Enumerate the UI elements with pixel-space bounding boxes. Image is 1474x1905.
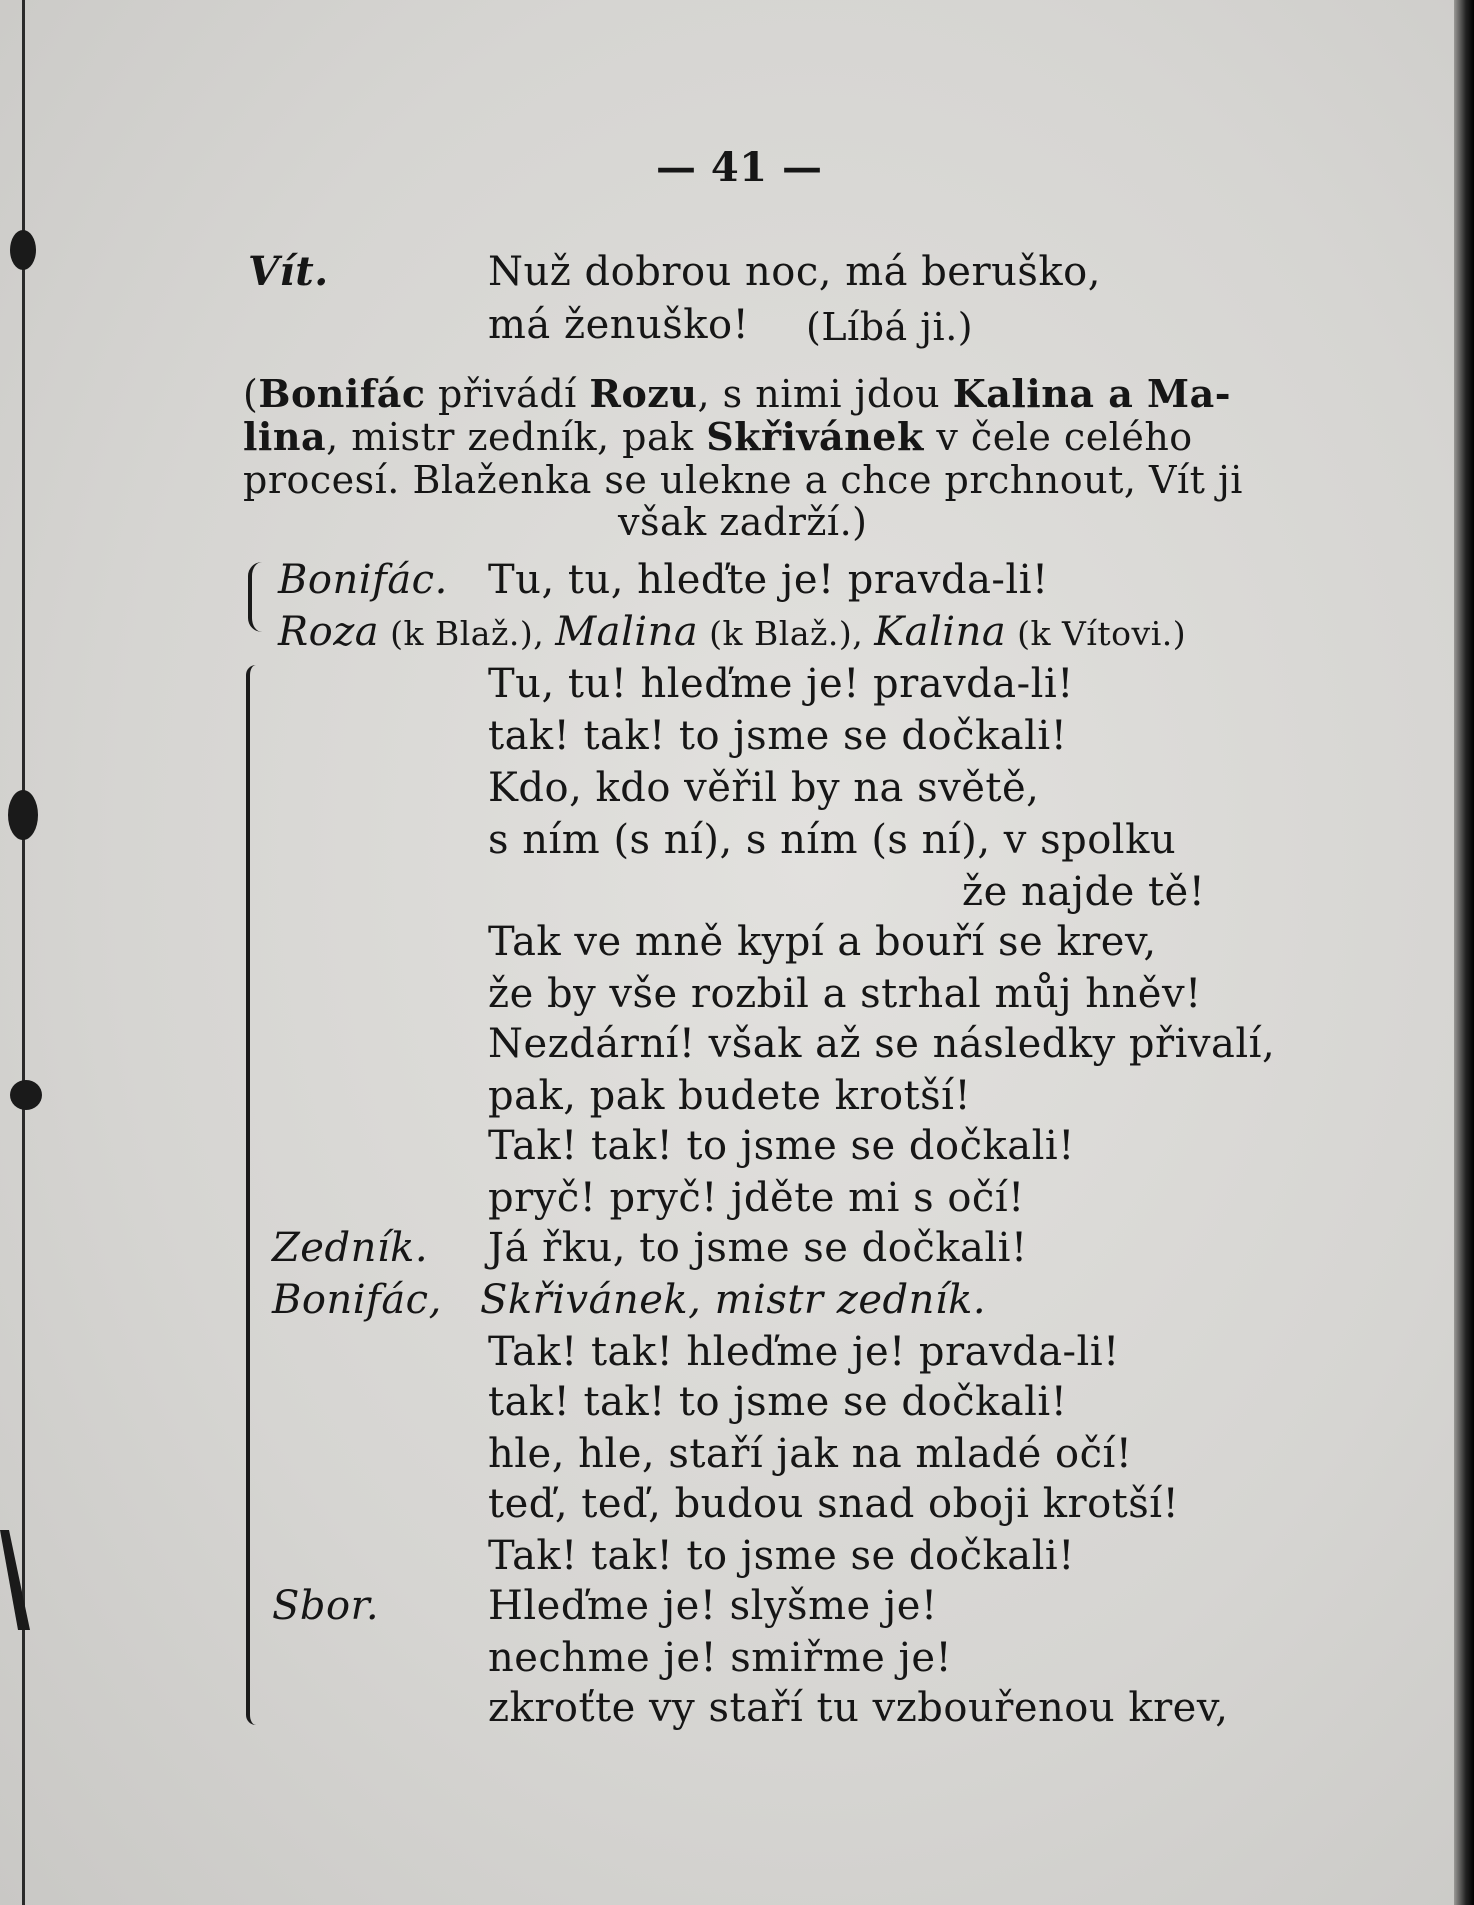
speaker-brace [248,562,266,632]
speaker-group-line: Roza (k Blaž.), Malina (k Blaž.), Kalina (k Vítovi.) [278,609,1187,655]
ensemble-brace [246,665,264,1725]
binding-mark [8,790,38,840]
speaker-roza: Roza [278,609,380,655]
lyric-line: pryč! pryč! jděte mi s očí! [488,1175,1025,1221]
lyric-line: Kdo, kdo věřil by na světě, [488,765,1040,811]
lyric-line: Tak! tak! to jsme se dočkali! [488,1123,1075,1169]
lyric-line: teď, teď, budou snad oboji krotší! [488,1481,1180,1527]
name-bonifac: Bonifác [258,371,426,416]
stage-note: (Líbá ji.) [806,305,974,349]
binding-mark [0,1530,30,1630]
lyric-line: s ním (s ní), s ním (s ní), v spolku [488,817,1177,863]
lyric-line: tak! tak! to jsme se dočkali! [488,713,1068,759]
speaker-vit: Vít. [248,248,329,295]
lyric-line: pak, pak budete krotší! [488,1073,972,1119]
stage-direction-line: procesí. Blaženka se ulekne a chce prchnout, Vít ji [243,458,1243,502]
binding-mark [10,230,36,270]
page-edge-shadow [1454,0,1474,1905]
lyric-line: že najde tě! [962,869,1206,915]
binding-mark [10,1080,42,1110]
lyric-line: Já řku, to jsme se dočkali! [488,1225,1028,1271]
page-number: — 41 — [656,144,823,191]
speaker-zednik: Zedník. [272,1225,429,1271]
speaker-bonifac: Bonifác, [272,1277,442,1323]
lyric-line: Nuž dobrou noc, má beruško, [488,249,1101,295]
name-skrivanek: Skřivánek [706,414,924,459]
lyric-line: zkroťte vy staří tu vzbouřenou krev, [488,1685,1229,1731]
lyric-line: hle, hle, staří jak na mladé očí! [488,1431,1133,1477]
lyric-line: tak! tak! to jsme se dočkali! [488,1379,1068,1425]
lyric-line: Hleďme je! slyšme je! [488,1583,938,1629]
lyric-line: Tu, tu, hleďte je! pravda-li! [488,557,1049,603]
speaker-kalina: Kalina [874,609,1007,655]
name-rozu: Rozu [589,371,698,416]
lyric-line: Nezdární! však až se následky přivalí, [488,1021,1276,1067]
speaker-malina: Malina [555,609,699,655]
speaker-bonifac: Bonifác. [278,557,448,603]
speaker-group: Skřivánek, mistr zedník. [480,1277,987,1323]
stage-direction-line: však zadrží.) [618,500,868,544]
name-kalina-malina: Kalina a Ma- [952,371,1231,416]
lyric-line: má ženuško! [488,302,750,348]
lyric-line: Tak! tak! hleďme je! pravda-li! [488,1329,1120,1375]
lyric-line: Tak ve mně kypí a bouří se krev, [488,919,1157,965]
stage-direction-line: lina, mistr zedník, pak Skřivánek v čele celého [243,414,1193,459]
lyric-line: Tak! tak! to jsme se dočkali! [488,1533,1075,1579]
lyric-line: Tu, tu! hleďme je! pravda-li! [488,661,1074,707]
stage-direction-line: (Bonifác přivádí Rozu, s nimi jdou Kalina a Ma- [243,371,1231,416]
lyric-line: nechme je! smiřme je! [488,1635,953,1681]
speaker-sbor: Sbor. [272,1583,380,1629]
lyric-line: že by vše rozbil a strhal můj hněv! [488,971,1202,1017]
